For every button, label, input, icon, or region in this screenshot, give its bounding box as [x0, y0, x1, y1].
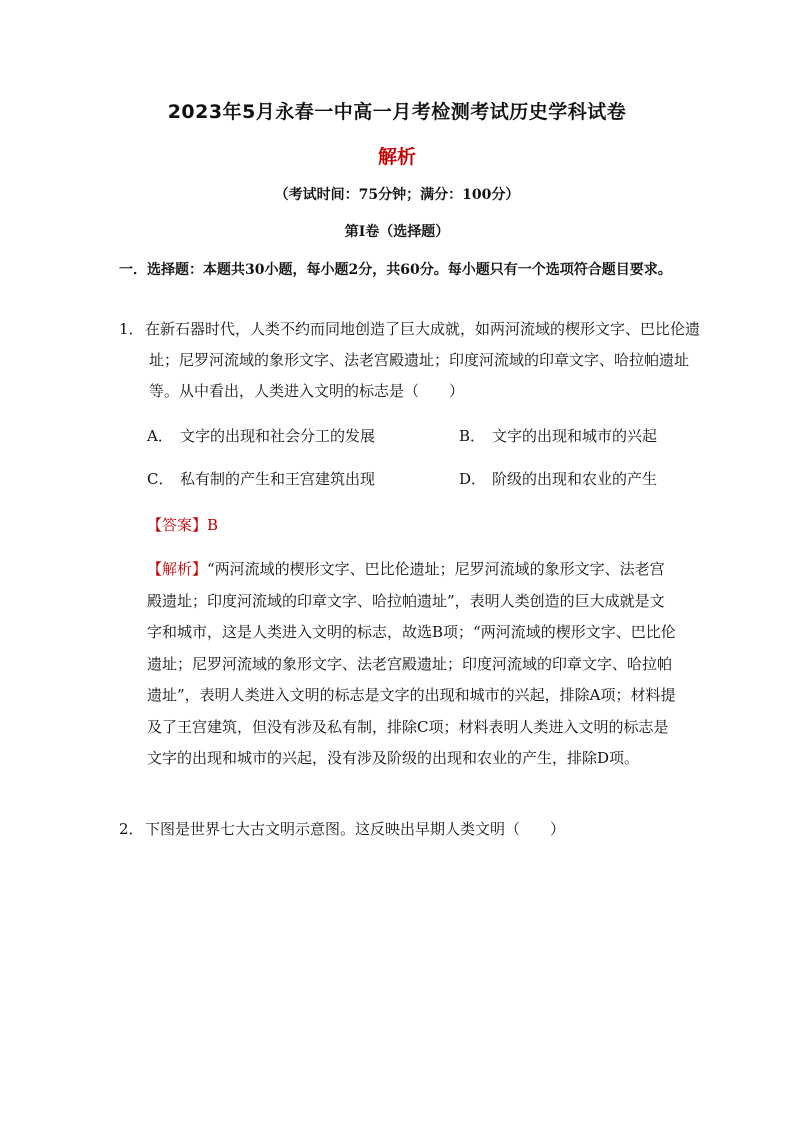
section-heading: 一．选择题：本题共30小题，每小题2分，共60分。每小题只有一个选项符合题目要求。 [119, 262, 672, 278]
exam-info: （考试时间：75分钟；满分：100分） [274, 187, 520, 203]
question-1-option-d [459, 468, 657, 489]
question-1 [119, 314, 709, 407]
question-1-option-b [459, 425, 657, 446]
volume-heading: 第Ⅰ卷（选择题） [344, 224, 450, 240]
analysis-text: “两河流域的楔形文字、巴比伦遗址；尼罗河流域的象形文字、法老宫殿遗址；印度河流域的印章文字、哈拉帕遗址”，表明人类创造的巨大成就是文字和城市，这是人类进入文明的标志，故选B项；“两河流域的楔形文字、巴比伦遗址；尼罗河流域的象形文字、法老宫殿遗址；印度河流域的印章文字、哈拉帕遗址”，表明人类进入文明的标志是文字的出现和城市的兴起，排除A项；材料提及了王宫建筑，但没有涉及私有制，排除C项；材料表明人类进入文明的标志是文字的出现和城市的兴起，没有涉及阶级的出现和农业的产生，排除D项。 [147, 560, 676, 767]
question-2-text: 下图是世界七大古文明示意图。这反映出早期人类文明（ ） [145, 820, 566, 838]
option-d-text: 阶级的出现和农业的产生 [492, 470, 658, 488]
question-1-text: 在新石器时代，人类不约而同地创造了巨大成就，如两河流域的楔形文字、巴比伦遗址；尼罗河流域的象形文字、法老宫殿遗址；印度河流域的印章文字、哈拉帕遗址等。从中看出，人类进入文明的标志是（ ） [145, 320, 701, 400]
question-1-answer [147, 514, 218, 535]
page-subtitle: 解析 [377, 146, 416, 168]
question-1-option-c [147, 468, 375, 489]
option-b-letter: B． [459, 427, 486, 445]
option-a-text: 文字的出现和社会分工的发展 [180, 427, 376, 445]
analysis-label: 【解析】 [147, 560, 208, 578]
option-a-letter: A． [147, 427, 173, 445]
answer-label: 【答案】 [147, 516, 208, 534]
question-1-option-a [147, 425, 375, 446]
question-2-number: 2． [119, 820, 144, 838]
question-1-analysis [147, 554, 677, 775]
option-d-letter: D． [459, 470, 487, 488]
question-1-number: 1． [119, 320, 144, 338]
option-c-text: 私有制的产生和王宫建筑出现 [180, 470, 376, 488]
option-b-text: 文字的出现和城市的兴起 [492, 427, 658, 445]
answer-value: B [207, 516, 219, 534]
question-2 [119, 814, 709, 845]
option-c-letter: C． [147, 470, 174, 488]
page-title: 2023年5月永春一中高一月考检测考试历史学科试卷 [167, 101, 627, 123]
